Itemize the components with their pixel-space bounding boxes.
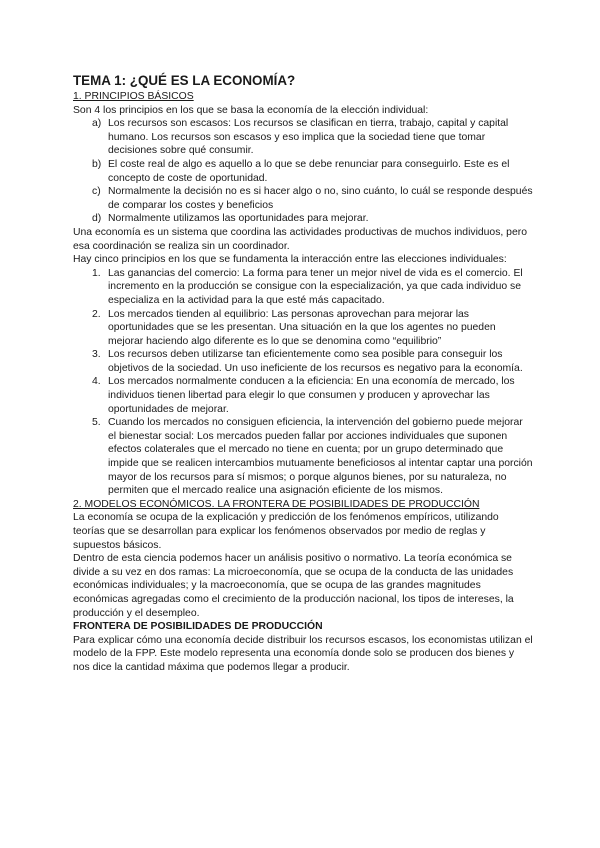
principles-intro: Son 4 los principios en los que se basa la economía de la elección individual:: [73, 104, 429, 116]
fpp-paragraph: Para explicar cómo una economía decide distribuir los recursos escasos, los economistas utilizan el modelo de la FPP. Este modelo representa una economía donde solo se producen dos bienes y nos dice la cantidad máxima que podemos llegar a producir.: [73, 634, 533, 673]
list-item: [73, 416, 533, 498]
economics-definition-paragraph: La economía se ocupa de la explicación y predicción de los fenómenos empíricos, utilizando teorías que se desarrollan para explicar los fenómenos observados por medio de reglas y supuestos básicos.: [73, 512, 499, 551]
analysis-paragraph: Dentro de esta ciencia podemos hacer un análisis positivo o normativo. La teoría económica se divide a su vez en dos ramas: La microeconomía, que se ocupa de la conducta de las unidades económicas individuales; y la macroeconomía, que se ocupa de las grandes magnitudes económicas agregadas como el crecimiento de la producción nacional, los tipos de intereses, la producción y el desempleo.: [73, 553, 514, 619]
individual-principles-list: [73, 117, 533, 226]
list-item-text: Normalmente utilizamos las oportunidades para mejorar.: [108, 213, 369, 225]
list-marker: b): [92, 158, 102, 170]
list-marker: a): [92, 118, 102, 130]
interaction-intro: Hay cinco principios en los que se fundamenta la interacción entre las elecciones individuales:: [73, 254, 507, 266]
list-item: [73, 117, 533, 158]
list-marker: c): [92, 186, 101, 198]
page-title: TEMA 1: ¿QUÉ ES LA ECONOMÍA?: [73, 73, 296, 88]
list-item-text: Los recursos son escasos: Los recursos se clasifican en tierra, trabajo, capital y capital humano. Los recursos son escasos y eso implica que la sociedad tiene que tomar decisiones sobre qué consumir.: [108, 118, 509, 157]
list-item: [73, 158, 533, 185]
list-item-text: Normalmente la decisión no es si hacer algo o no, sino cuánto, lo cuál se responde después de comparar los costes y beneficios: [108, 186, 533, 211]
list-marker: 4.: [92, 376, 101, 388]
list-marker: d): [92, 213, 102, 225]
list-item: [73, 267, 533, 308]
list-item: [73, 375, 533, 416]
interaction-principles-list: [73, 267, 533, 498]
list-marker: 3.: [92, 349, 101, 361]
list-item: [73, 212, 533, 226]
list-item-text: Las ganancias del comercio: La forma para tener un mejor nivel de vida es el comercio. El incremento en la producción se consigue con la especialización, ya que cada individuo se especializa en la actividad para la que esté más capacitado.: [108, 267, 523, 306]
list-item: [73, 348, 533, 375]
list-item-text: Los recursos deben utilizarse tan eficientemente como sea posible para conseguir los objetivos de la sociedad. Un uso ineficiente de los recursos es negativo para la economía.: [108, 349, 523, 374]
list-marker: 5.: [92, 417, 101, 429]
subheading-fpp: FRONTERA DE POSIBILIDADES DE PRODUCCIÓN: [73, 621, 323, 633]
section-heading-modelos: 2. MODELOS ECONÓMICOS. LA FRONTERA DE POSIBILIDADES DE PRODUCCIÓN: [73, 498, 480, 510]
document-page: [73, 73, 533, 675]
economy-definition: Una economía es un sistema que coordina las actividades productivas de muchos individuos, pero esa coordinación se realiza sin un coordinador.: [73, 226, 527, 252]
list-item-text: El coste real de algo es aquello a lo que se debe renunciar para conseguirlo. Este es el concepto de coste de oportunidad.: [108, 158, 510, 184]
list-item-text: Cuando los mercados no consiguen eficiencia, la intervención del gobierno puede mejorar el bienestar social: Los mercados pueden fallar por acciones individuales que suponen efectos colaterales que el mercado no tiene en cuenta; por un grupo determinado que impide que se realicen intercambios mutuamente beneficiosos al intentar captar una porción mayor de los recursos para sí mismos; o porque algunos bienes, por su naturaleza, no permiten que el mercado realice una asignación eficiente de los mismos.: [108, 417, 533, 497]
list-marker: 1.: [92, 267, 101, 279]
list-marker: 2.: [92, 308, 101, 320]
section-heading-principios: 1. PRINCIPIOS BÁSICOS: [73, 91, 194, 102]
list-item: [73, 308, 533, 349]
list-item-text: Los mercados tienden al equilibrio: Las personas aprovechan para mejorar las oportunidades que se les presentan. Una situación en la que los agentes no pueden mejorar haciendo algo diferente es lo que se denomina como “equilibrio”: [108, 308, 496, 347]
list-item-text: Los mercados normalmente conducen a la eficiencia: En una economía de mercado, los individuos tienen libertad para elegir lo que consumen y producen y aprovechar las oportunidades de mejorar.: [108, 376, 515, 415]
list-item: [73, 185, 533, 212]
